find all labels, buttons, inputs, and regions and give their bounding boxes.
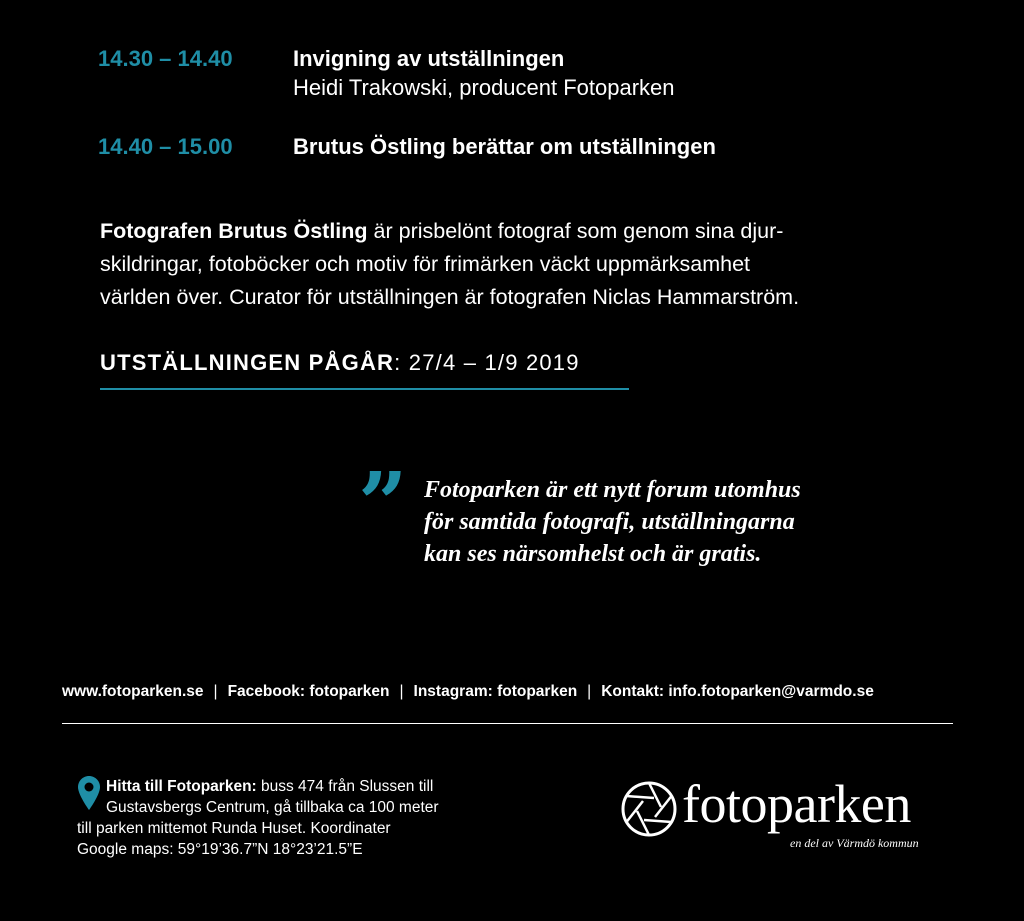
quote-line-1: Fotoparken är ett nytt forum utomhus [424,477,801,503]
schedule-time-2: 14.40 – 15.00 [98,134,233,159]
description-line-3: världen över. Curator för utställningen är fotografen Niclas Hammarström. [100,285,800,309]
photographer-name: Fotografen Brutus Östling [100,219,368,243]
footer-separator: | [399,683,404,700]
directions-line-1-rest: buss 474 från Slussen till [256,778,434,795]
footer-separator: | [587,683,592,700]
exhibition-date-range: 27/4 – 1/9 2019 [401,350,580,375]
logo-wordmark: fotoparken [682,774,911,834]
directions-text [77,776,439,860]
schedule-subtitle-1: Heidi Trakowski, producent Fotoparken [293,75,675,100]
exhibition-dates [100,350,580,376]
quote-line-3: kan ses närsomhelst och är gratis. [424,541,762,567]
directions-line-3: till parken mittemot Runda Huset. Koordinater [77,820,391,837]
logo-tagline: en del av Värmdö kommun [790,836,919,850]
description-paragraph [100,215,920,314]
directions-heading: Hitta till Fotoparken: [106,778,257,795]
footer-separator: | [213,683,218,700]
schedule-title-1: Invigning av utställningen [293,46,565,71]
website-link[interactable]: www.fotoparken.se [62,683,204,700]
schedule-time-1: 14.30 – 14.40 [98,46,233,71]
footer-links [62,683,962,701]
description-line-1-rest: är prisbelönt fotograf som genom sina djur- [367,219,784,243]
exhibition-colon: : [394,350,402,375]
description-line-1 [100,215,920,248]
quote-mark-icon: ” [358,454,408,555]
directions-line-1 [77,776,439,797]
footer-divider [62,723,953,724]
facebook-link[interactable]: Facebook: fotoparken [227,683,390,700]
exhibition-label: UTSTÄLLNINGEN PÅGÅR [100,350,395,375]
schedule-title-2: Brutus Östling berättar om utställningen [293,134,716,159]
instagram-link[interactable]: Instagram: fotoparken [413,683,578,700]
aperture-logo-icon [620,780,678,838]
contact-email-link[interactable]: Kontakt: info.fotoparken@varmdo.se [601,683,874,700]
description-line-2: skildringar, fotoböcker och motiv för frimärken väckt uppmärksamhet [100,252,751,276]
quote-block [424,474,801,570]
quote-line-2: för samtida fotografi, utställningarna [424,509,795,535]
exhibition-underline [100,388,629,390]
directions-line-2: Gustavsbergs Centrum, gå tillbaka ca 100 meter [106,799,439,816]
directions-line-4: Google maps: 59°19’36.7”N 18°23’21.5”E [77,841,363,858]
